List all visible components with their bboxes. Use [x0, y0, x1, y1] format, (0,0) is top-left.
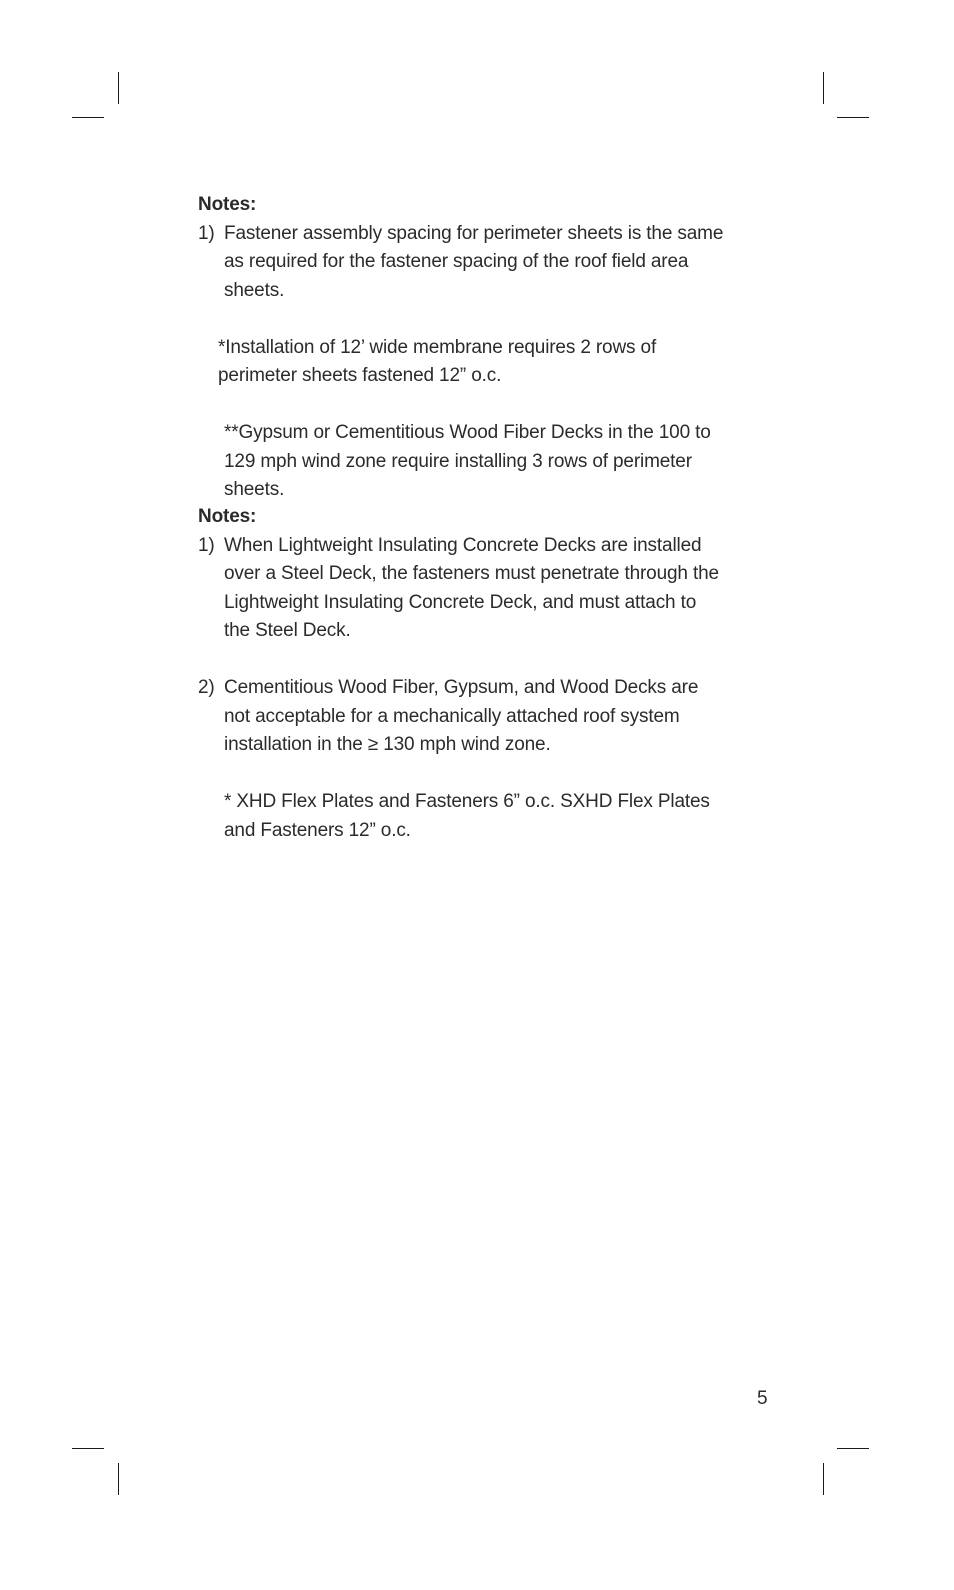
- crop-mark-top-left-horizontal: [72, 117, 104, 118]
- crop-mark-bottom-right-horizontal: [837, 1448, 869, 1449]
- perimeter-sheets-note: *Installation of 12’ wide membrane requires 2 rows of perimeter sheets fastened 12” o.c.: [218, 336, 657, 386]
- crop-mark-bottom-left-horizontal: [72, 1448, 104, 1449]
- note-item-text: When Lightweight Insulating Concrete Decks are installed over a Steel Deck, the fasteners must penetrate through the Lightweight Insulating Concrete Deck, and must attach to the Steel Deck.: [224, 534, 719, 641]
- notes-section-2: [198, 503, 728, 845]
- note-item-text: Fastener assembly spacing for perimeter sheets is the same as required for the fastener spacing of the roof field area sheets.: [224, 222, 724, 301]
- gypsum-deck-note: **Gypsum or Cementitious Wood Fiber Decks in the 100 to 129 mph wind zone require installing 3 rows of perimeter sheets.: [224, 422, 711, 500]
- notes-section-1: [198, 191, 738, 505]
- note-item-number: 1): [198, 222, 215, 244]
- note-item-1: [198, 532, 724, 646]
- notes-heading: Notes:: [198, 194, 257, 215]
- crop-mark-top-right-vertical: [823, 72, 824, 104]
- note-item-2: [198, 674, 728, 760]
- notes-heading: Notes:: [198, 506, 257, 527]
- crop-mark-top-left-vertical: [118, 72, 119, 104]
- note-item-number: 1): [198, 534, 215, 556]
- flex-plates-note: * XHD Flex Plates and Fasteners 6” o.c. SXHD Flex Plates and Fasteners 12” o.c.: [224, 791, 710, 841]
- crop-mark-top-right-horizontal: [837, 117, 869, 118]
- crop-mark-bottom-right-vertical: [823, 1463, 824, 1495]
- crop-mark-bottom-left-vertical: [118, 1463, 119, 1495]
- note-item-text: Cementitious Wood Fiber, Gypsum, and Wood Decks are not acceptable for a mechanically attached roof system installation in the ≥ 130 mph wind zone.: [224, 677, 699, 755]
- note-item-number: 2): [198, 677, 215, 698]
- page-number: 5: [757, 1388, 768, 1409]
- note-item-1: [198, 220, 738, 306]
